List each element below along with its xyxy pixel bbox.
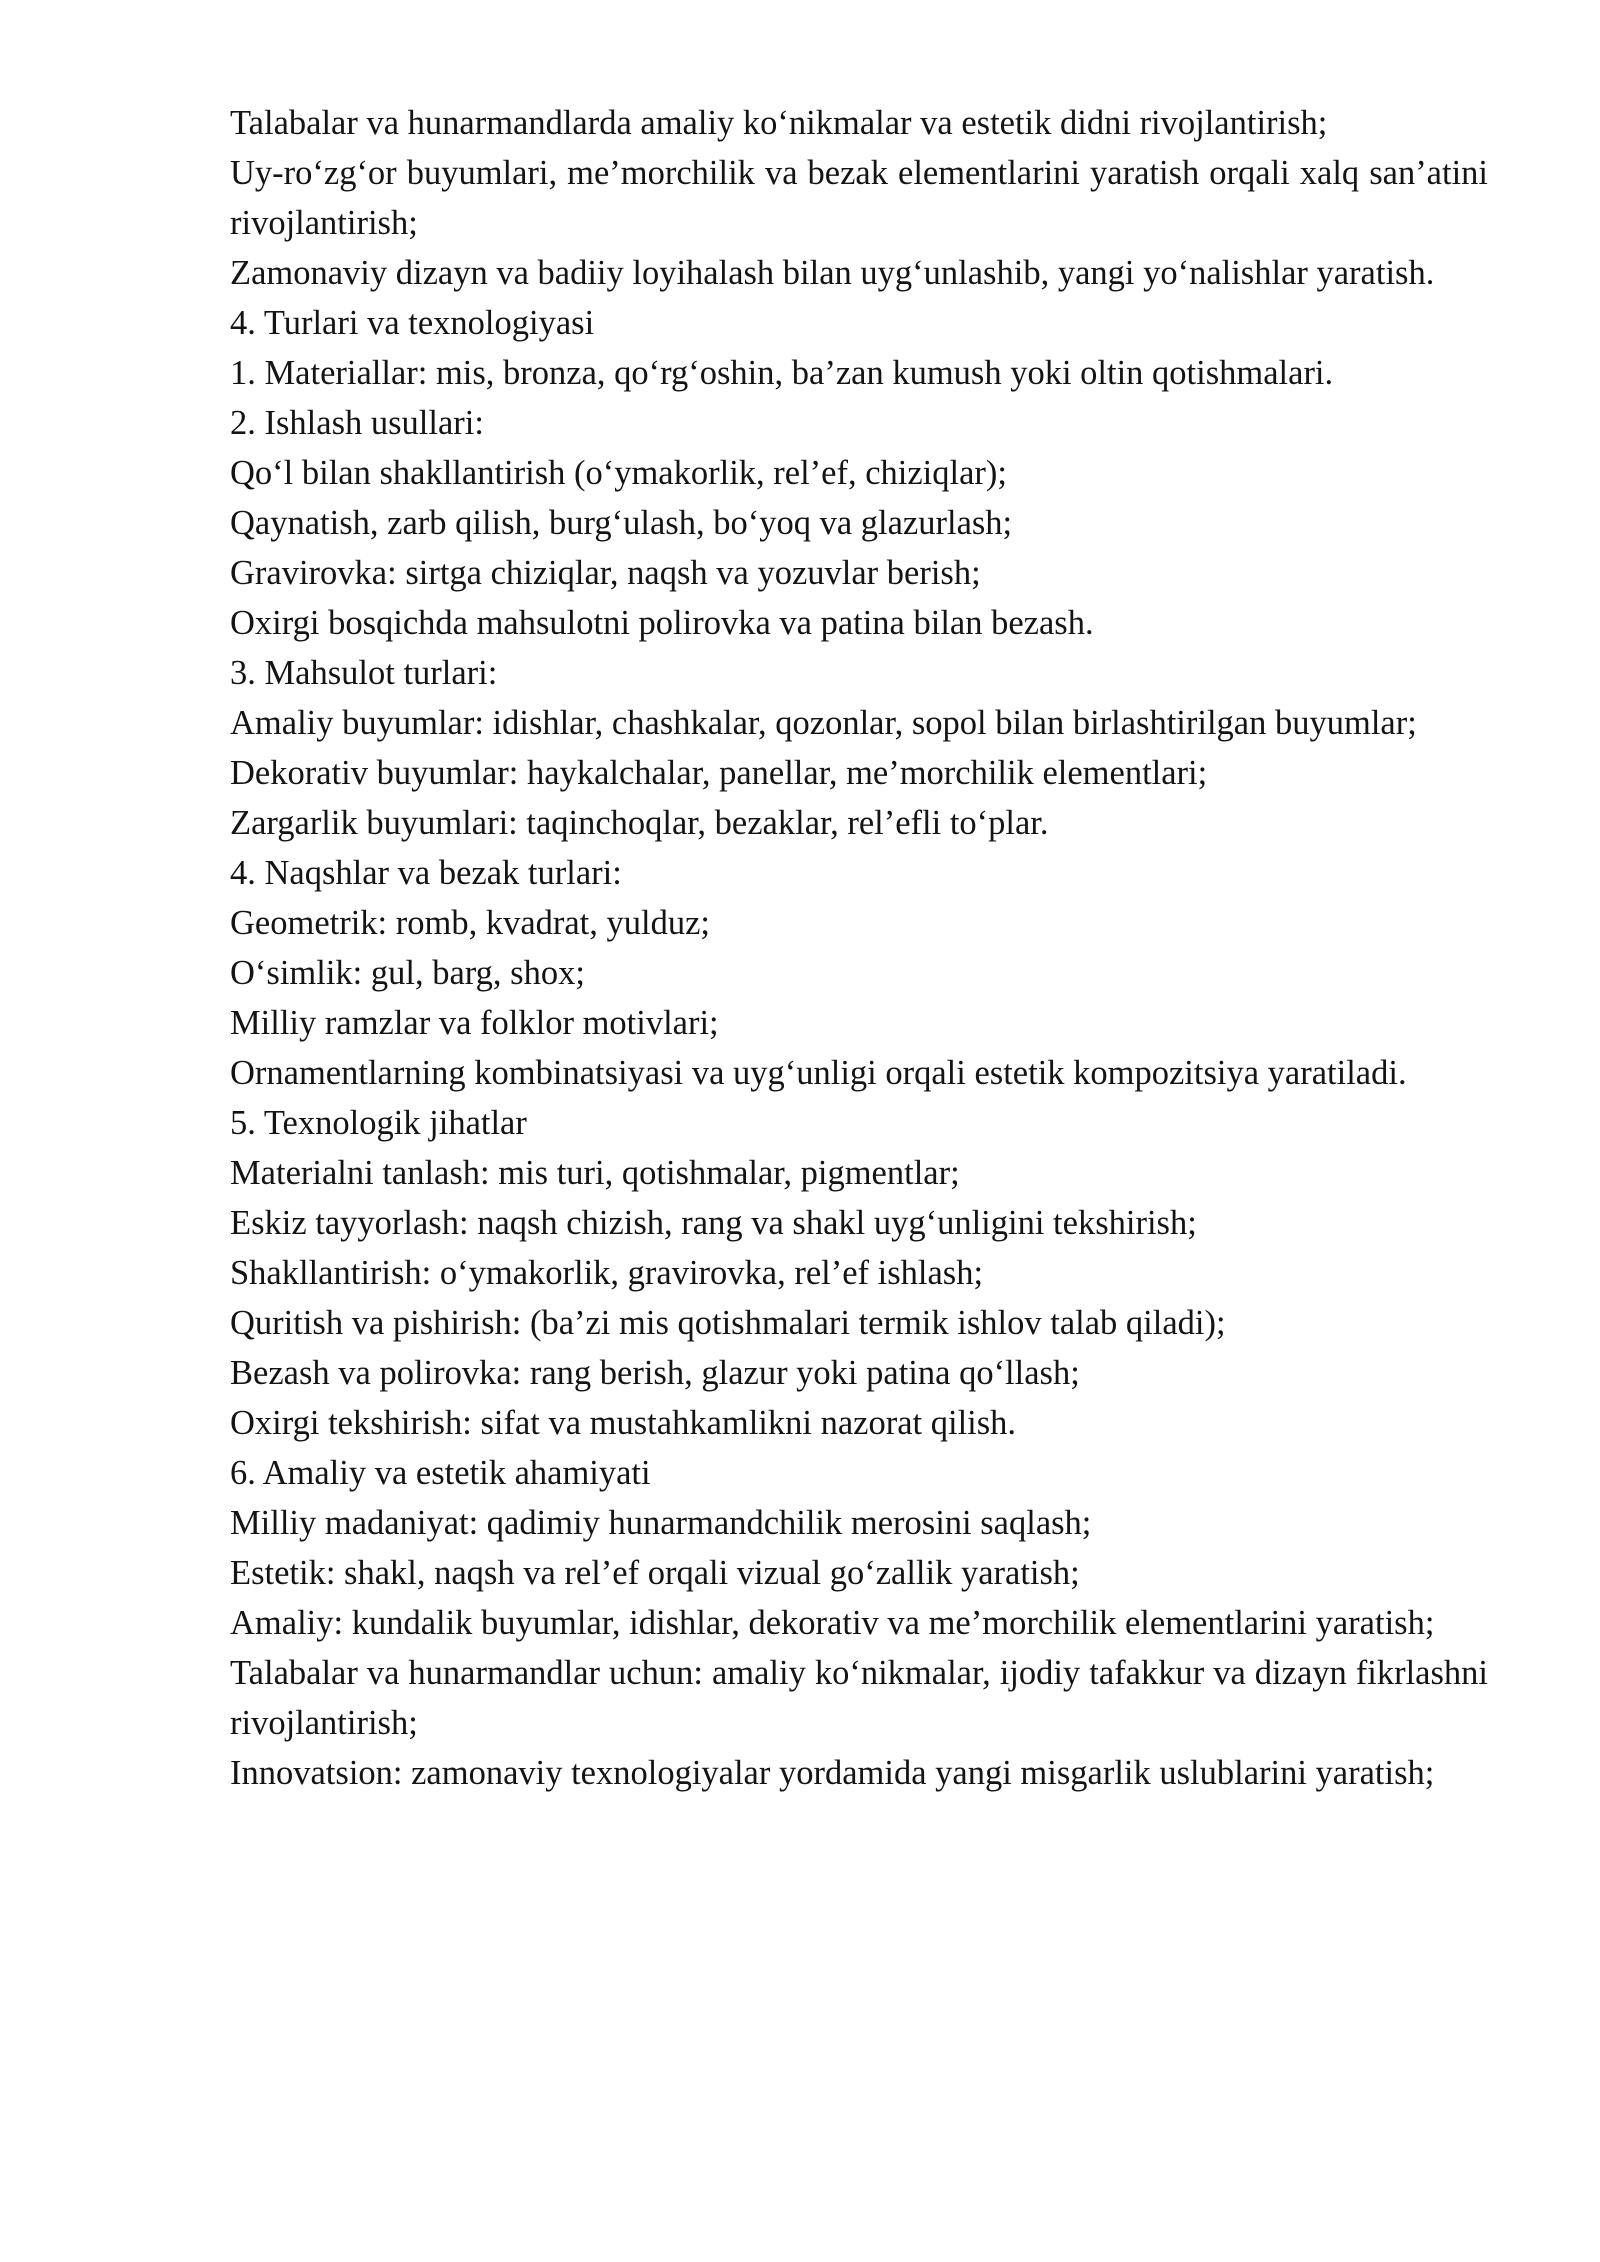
paragraph: Oxirgi bosqichda mahsulotni polirovka va patina bilan bezash. (230, 604, 1094, 642)
paragraph: Materialni tanlash: mis turi, qotishmalar, pigmentlar; (230, 1154, 960, 1192)
paragraph: 5. Texnologik jihatlar (230, 1104, 527, 1142)
paragraph: Innovatsion: zamonaviy texnologiyalar yordamida yangi misgarlik uslublarini yaratish; (230, 1754, 1435, 1792)
paragraph: Amaliy: kundalik buyumlar, idishlar, dekorativ va me’morchilik elementlarini yaratish; (230, 1604, 1435, 1642)
paragraph: Talabalar va hunarmandlar uchun: amaliy ko‘nikmalar, ijodiy tafakkur va dizayn fikrlashni rivojlantirish; (230, 1654, 1488, 1742)
paragraph: O‘simlik: gul, barg, shox; (230, 954, 585, 992)
paragraph: Amaliy buyumlar: idishlar, chashkalar, qozonlar, sopol bilan birlashtirilgan buyumlar; (230, 704, 1417, 742)
paragraph: Quritish va pishirish: (ba’zi mis qotishmalari termik ishlov talab qiladi); (230, 1304, 1226, 1342)
paragraph: 4. Naqshlar va bezak turlari: (230, 854, 622, 892)
paragraph: Zargarlik buyumlari: taqinchoqlar, bezaklar, rel’efli to‘plar. (230, 804, 1049, 842)
paragraph: 3. Mahsulot turlari: (230, 654, 498, 692)
paragraph: Milliy ramzlar va folklor motivlari; (230, 1004, 719, 1042)
paragraph: 1. Materiallar: mis, bronza, qo‘rg‘oshin, ba’zan kumush yoki oltin qotishmalari. (230, 354, 1334, 392)
paragraph: Talabalar va hunarmandlarda amaliy ko‘nikmalar va estetik didni rivojlantirish; (230, 104, 1328, 142)
paragraph: Uy-ro‘zg‘or buyumlari, me’morchilik va bezak elementlarini yaratish orqali xalq san’atini rivojlantirish; (230, 154, 1488, 242)
paragraph: Ornamentlarning kombinatsiyasi va uyg‘unligi orqali estetik kompozitsiya yaratiladi. (230, 1054, 1407, 1092)
paragraph: Dekorativ buyumlar: haykalchalar, panellar, me’morchilik elementlari; (230, 754, 1208, 792)
paragraph: Gravirovka: sirtga chiziqlar, naqsh va yozuvlar berish; (230, 554, 981, 592)
paragraph: Eskiz tayyorlash: naqsh chizish, rang va shakl uyg‘unligini tekshirish; (230, 1204, 1197, 1242)
paragraph: Geometrik: romb, kvadrat, yulduz; (230, 904, 711, 942)
paragraph: Bezash va polirovka: rang berish, glazur yoki patina qo‘llash; (230, 1354, 1080, 1392)
paragraph: Zamonaviy dizayn va badiiy loyihalash bilan uyg‘unlashib, yangi yo‘nalishlar yaratish. (230, 254, 1435, 292)
paragraph: 6. Amaliy va estetik ahamiyati (230, 1454, 651, 1492)
paragraph: Qaynatish, zarb qilish, burg‘ulash, bo‘yoq va glazurlash; (230, 504, 1013, 542)
paragraph: Oxirgi tekshirish: sifat va mustahkamlikni nazorat qilish. (230, 1404, 1017, 1442)
paragraph: Shakllantirish: o‘ymakorlik, gravirovka, rel’ef ishlash; (230, 1254, 984, 1292)
paragraph: 4. Turlari va texnologiyasi (230, 304, 595, 342)
paragraph: Qo‘l bilan shakllantirish (o‘ymakorlik, rel’ef, chiziqlar); (230, 454, 1007, 492)
paragraph: 2. Ishlash usullari: (230, 404, 484, 442)
paragraph: Estetik: shakl, naqsh va rel’ef orqali vizual go‘zallik yaratish; (230, 1554, 1080, 1592)
paragraph: Milliy madaniyat: qadimiy hunarmandchilik merosini saqlash; (230, 1504, 1092, 1542)
document-body (230, 98, 1488, 1798)
